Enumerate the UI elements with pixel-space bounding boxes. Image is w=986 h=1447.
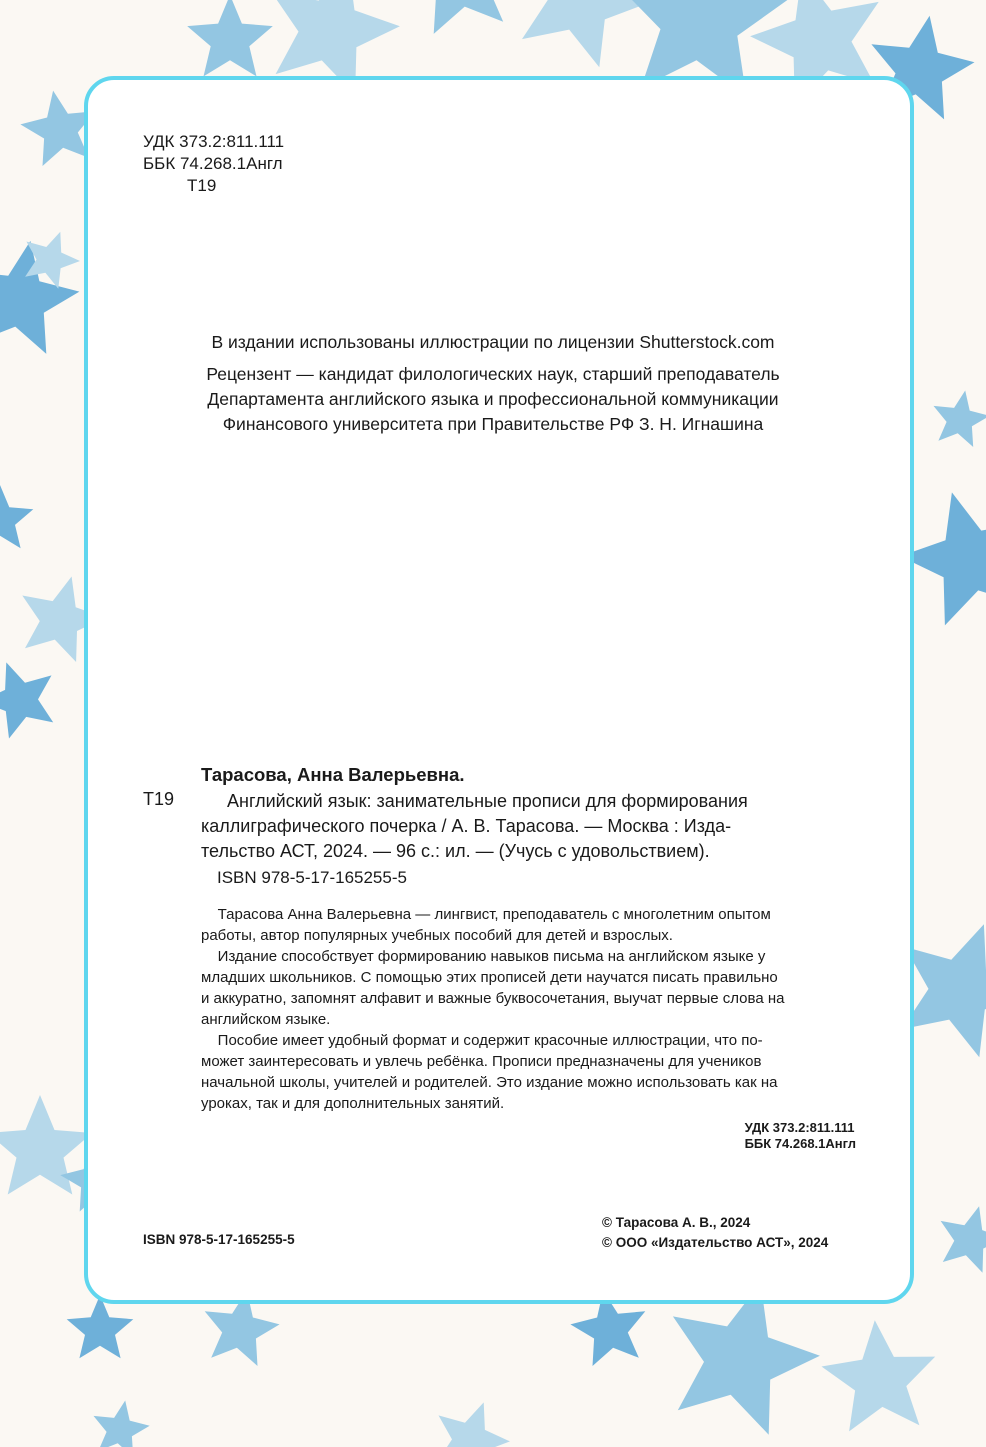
annotation-line: может заинтересовать и увлечь ребёнка. Прописи предназначены для учеников (201, 1053, 762, 1070)
annotation-line: начальной школы, учителей и родителей. Это издание можно использовать как на (201, 1074, 778, 1091)
star-shape (822, 1320, 936, 1431)
annotation-line: уроках, так и для дополнительных занятий. (201, 1095, 505, 1112)
credits-block (0, 330, 986, 437)
record-isbn: ISBN 978-5-17-165255-5 (217, 868, 407, 887)
author-mark: Т19 (187, 176, 217, 195)
annotation-line: Тарасова Анна Валерьевна — лингвист, преподаватель с многолетним опытом (201, 906, 771, 923)
annotation-line: Издание способствует формированию навыков письма на английском языке у (201, 948, 766, 965)
copyright-author: © Тарасова А. В., 2024 (602, 1215, 751, 1230)
footer-isbn: ISBN 978-5-17-165255-5 (143, 1232, 295, 1247)
annotation-line: английском языке. (201, 1011, 331, 1028)
biblio-line: Английский язык: занимательные прописи для формирования (227, 791, 748, 811)
star-shape (94, 1401, 150, 1447)
copyright-block (602, 1213, 828, 1253)
star-shape (0, 662, 53, 738)
annotation-line: работы, автор популярных учебных пособий для детей и взрослых. (201, 927, 673, 944)
footer-udk: УДК 373.2:811.111 (744, 1120, 855, 1135)
star-shape (187, 0, 273, 76)
bibliographic-description (201, 789, 856, 864)
star-shape (67, 1295, 134, 1358)
reviewer-line: Финансового университета при Правительстве РФ З. Н. Игнашина (222, 414, 764, 434)
illustrations-credit: В издании использованы иллюстрации по лицензии Shutterstock.com (211, 332, 775, 352)
biblio-line: каллиграфического почерка / А. В. Тарасова. — Москва : Изда- (201, 816, 732, 836)
bbk-code: ББК 74.268.1Англ (143, 154, 283, 173)
star-shape (0, 485, 33, 548)
biblio-line: тельство АСТ, 2024. — 96 с.: ил. — (Учусь с удовольствием). (201, 841, 710, 861)
footer-classification (745, 1120, 856, 1152)
record-author: Тарасова, Анна Валерьевна. (201, 764, 465, 785)
annotation-line: младших школьников. С помощью этих прописей дети научатся писать правильно (201, 969, 778, 986)
annotation (201, 904, 856, 1114)
star-shape (941, 1206, 986, 1273)
star-shape (902, 924, 986, 1057)
star-shape (437, 1402, 510, 1447)
record-author-mark: Т19 (143, 789, 175, 809)
annotation-line: Пособие имеет удобный формат и содержит красочные иллюстрации, что по- (201, 1032, 763, 1049)
copyright-publisher: © ООО «Издательство АСТ», 2024 (602, 1235, 829, 1250)
star-shape (401, 0, 513, 34)
star-shape (522, 0, 650, 67)
reviewer-line: Департамента английского языка и профессиональной коммуникации (207, 389, 779, 409)
star-shape (673, 1283, 820, 1435)
annotation-line: и аккуратно, запомнят алфавит и важные буквосочетания, выучат первые слова на (201, 990, 785, 1007)
udk-code: УДК 373.2:811.111 (143, 132, 285, 151)
reviewer-line: Рецензент — кандидат филологических наук, старший преподаватель (206, 364, 780, 384)
classification-block (143, 131, 284, 197)
footer-bbk: ББК 74.268.1Англ (744, 1136, 856, 1151)
